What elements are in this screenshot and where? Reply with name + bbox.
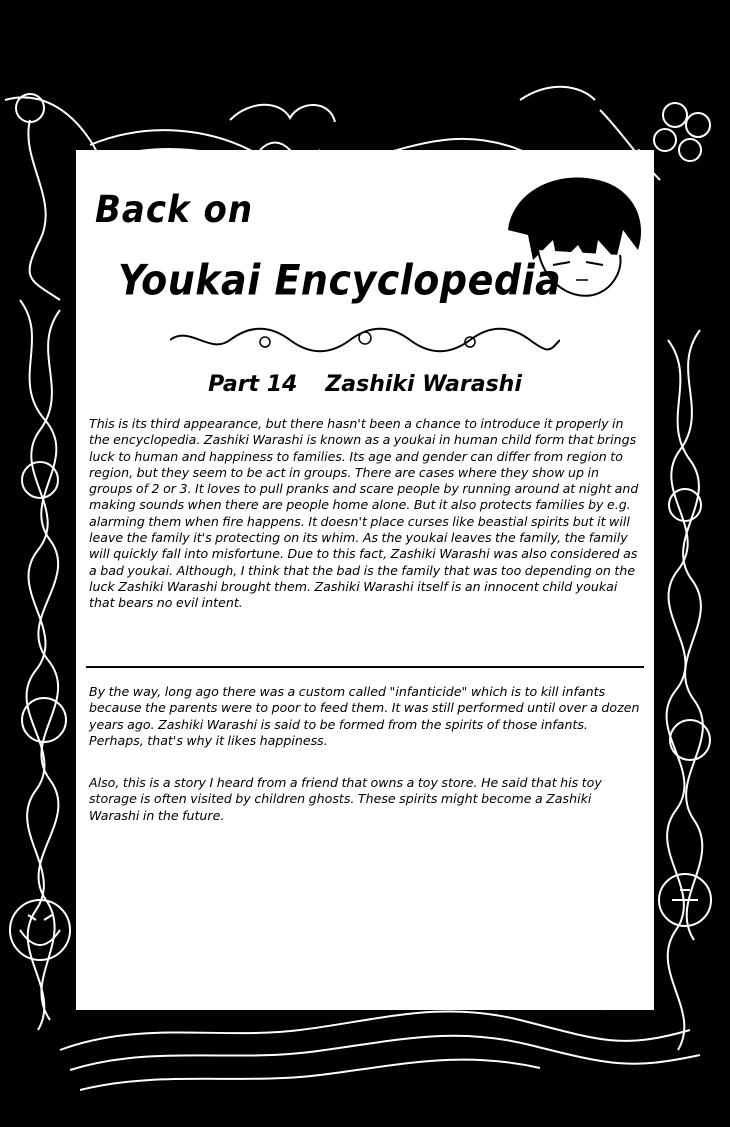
entry-youkai-name: Zashiki Warashi — [325, 372, 522, 397]
entry-heading — [0, 372, 730, 397]
heading-back-on: Back on — [95, 188, 254, 232]
paragraph-origin: By the way, long ago there was a custom called "infanticide" which is to kill infants because the parents were to poor to feed them. It was still performed until over a dozen years ago. Zashiki Warashi is said to be formed from the spirits of those infants. Perhaps, that's why it likes happiness. — [89, 684, 640, 748]
right-border-ornaments — [654, 103, 711, 1050]
heading-youkai-encyclopedia: Youkai Encyclopedia — [118, 255, 562, 305]
paragraph-anecdote: Also, this is a story I heard from a friend that owns a toy store. He said that his toy storage is often visited by children ghosts. These spirits might become a Zashiki Warashi in the future. — [89, 775, 602, 823]
entry-part-number: Part 14 — [208, 372, 298, 397]
paragraph-description: This is its third appearance, but there hasn't been a chance to introduce it properly in the encyclopedia. Zashiki Warashi is known as a youkai in human child form that brings luck to human and happiness to families. Its age and gender can differ from region to region, but they seem to be act in groups. There are cases where they show up in groups of 2 or 3. It loves to pull pranks and scare people by running around at night and making sounds when there are people home alone. But it also protects families by e.g. alarming them when fire happens. It doesn't place curses like beastial spirits but it will leave the family it's protecting on its whim. As the youkai leaves the family, the family will quickly fall into misfortune. Due to this fact, Zashiki Warashi was also considered as a bad youkai. Although, I think that the bad is the family that was too depending on the luck Zashiki Warashi brought them. Zashiki Warashi itself is an innocent child youkai that bears no evil intent. — [89, 416, 639, 611]
title-flourish — [170, 320, 560, 360]
section-divider — [86, 666, 644, 668]
